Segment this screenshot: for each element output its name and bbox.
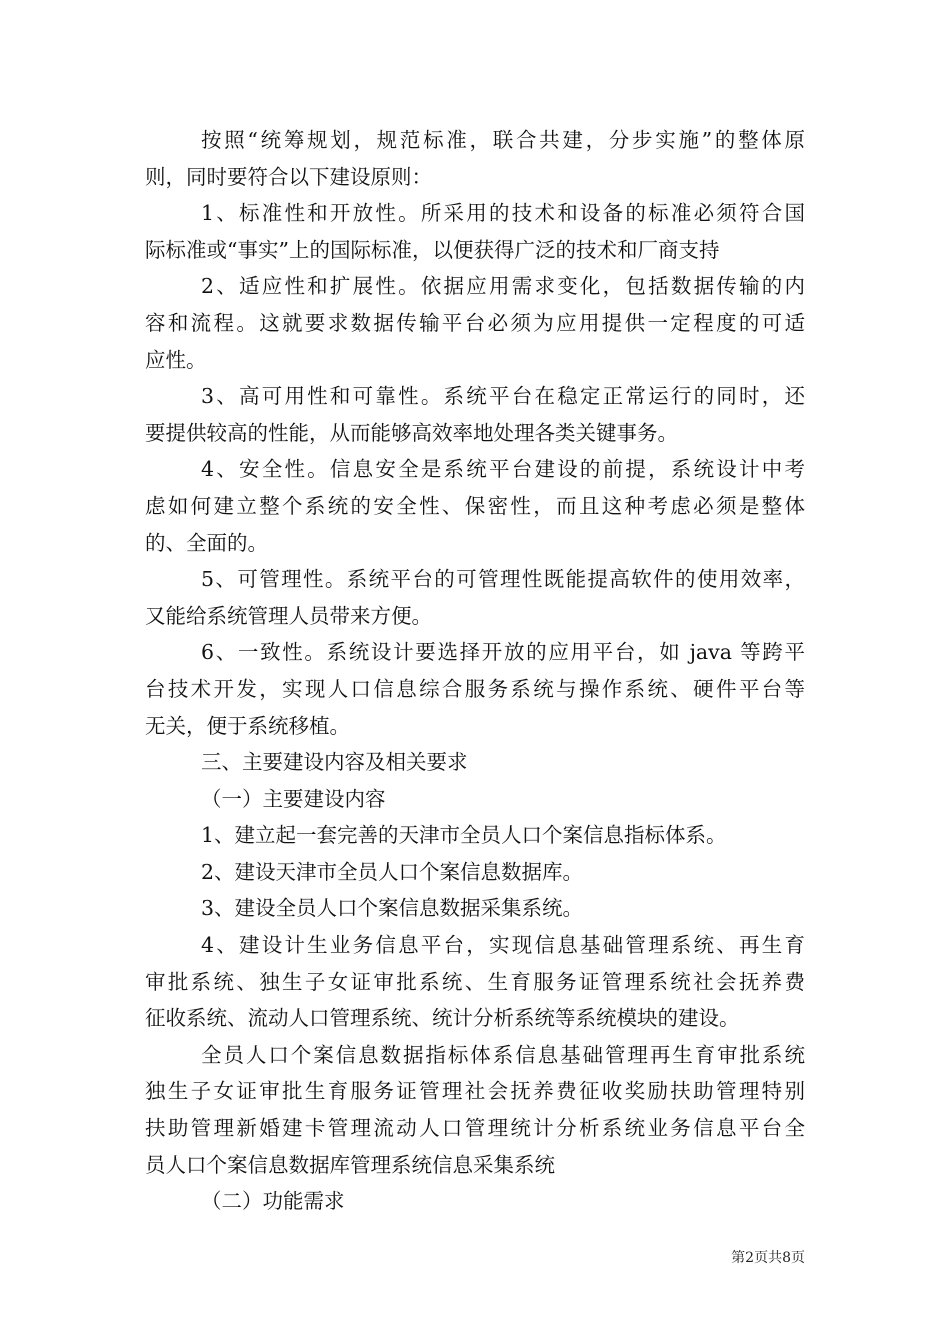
paragraph [145,378,805,451]
text-line: 容和流程。这就要求数据传输平台必须为应用提供一定程度的可适 [145,310,805,335]
text-line: （一）主要建设内容 [201,786,386,811]
text-line: 1、标准性和开放性。所采用的技术和设备的标准必须符合国 [201,201,805,226]
paragraph [145,890,805,927]
paragraph [145,195,805,268]
text-line: 审批系统、独生子女证审批系统、生育服务证管理系统社会抚养费 [145,969,805,994]
text-line: 际标准或“事实”上的国际标准，以便获得广泛的技术和厂商支持 [145,237,720,262]
text-line: 2、适应性和扩展性。依据应用需求变化，包括数据传输的内 [201,274,805,299]
text-line: 1、建立起一套完善的天津市全员人口个案信息指标体系。 [201,823,727,848]
text-line: 台技术开发，实现人口信息综合服务系统与操作系统、硬件平台等 [145,676,805,701]
text-line: 4、建设计生业务信息平台，实现信息基础管理系统、再生育 [201,933,805,958]
text-line: 扶助管理新婚建卡管理流动人口管理统计分析系统业务信息平台全 [145,1116,805,1141]
paragraph [145,268,805,378]
text-line: 4、安全性。信息安全是系统平台建设的前提，系统设计中考 [201,457,805,482]
paragraph [145,1037,805,1183]
text-line: 员人口个案信息数据库管理系统信息采集系统 [145,1152,555,1177]
paragraph [145,451,805,561]
text-line: 独生子女证审批生育服务证管理社会抚养费征收奖励扶助管理特别 [145,1079,805,1104]
text-line: 3、建设全员人口个案信息数据采集系统。 [201,896,584,921]
paragraph [145,122,805,195]
text-line: 征收系统、流动人口管理系统、统计分析系统等系统模块的建设。 [145,1006,740,1031]
paragraph [145,817,805,854]
text-line: 3、高可用性和可靠性。系统平台在稳定正常运行的同时，还 [201,384,805,409]
text-line: 无关，便于系统移植。 [145,713,350,738]
text-line: 则，同时要符合以下建设原则： [145,164,432,189]
text-line: 三、主要建设内容及相关要求 [201,750,468,775]
page-number: 第2页共8页 [731,1250,805,1266]
paragraph [145,634,805,744]
paragraph [145,744,805,781]
paragraph [145,781,805,818]
text-line: 按照“统筹规划，规范标准，联合共建，分步实施”的整体原 [201,128,805,152]
paragraph [145,927,805,1037]
paragraph [145,561,805,634]
text-line: 虑如何建立整个系统的安全性、保密性，而且这种考虑必须是整体 [145,493,805,518]
document-body [145,122,805,1220]
text-line: 应性。 [145,347,207,372]
text-line: 要提供较高的性能，从而能够高效率地处理各类关键事务。 [145,420,678,445]
paragraph [145,1183,805,1220]
paragraph [145,854,805,891]
text-line: 2、建设天津市全员人口个案信息数据库。 [201,859,584,884]
text-line: 5、可管理性。系统平台的可管理性既能提高软件的使用效率， [201,567,805,592]
text-line: 6、一致性。系统设计要选择开放的应用平台，如 java 等跨平 [201,640,805,665]
text-line: 全员人口个案信息数据指标体系信息基础管理再生育审批系统 [201,1042,805,1067]
text-line: 的、全面的。 [145,530,268,555]
text-line: （二）功能需求 [201,1189,345,1214]
text-line: 又能给系统管理人员带来方便。 [145,603,432,628]
